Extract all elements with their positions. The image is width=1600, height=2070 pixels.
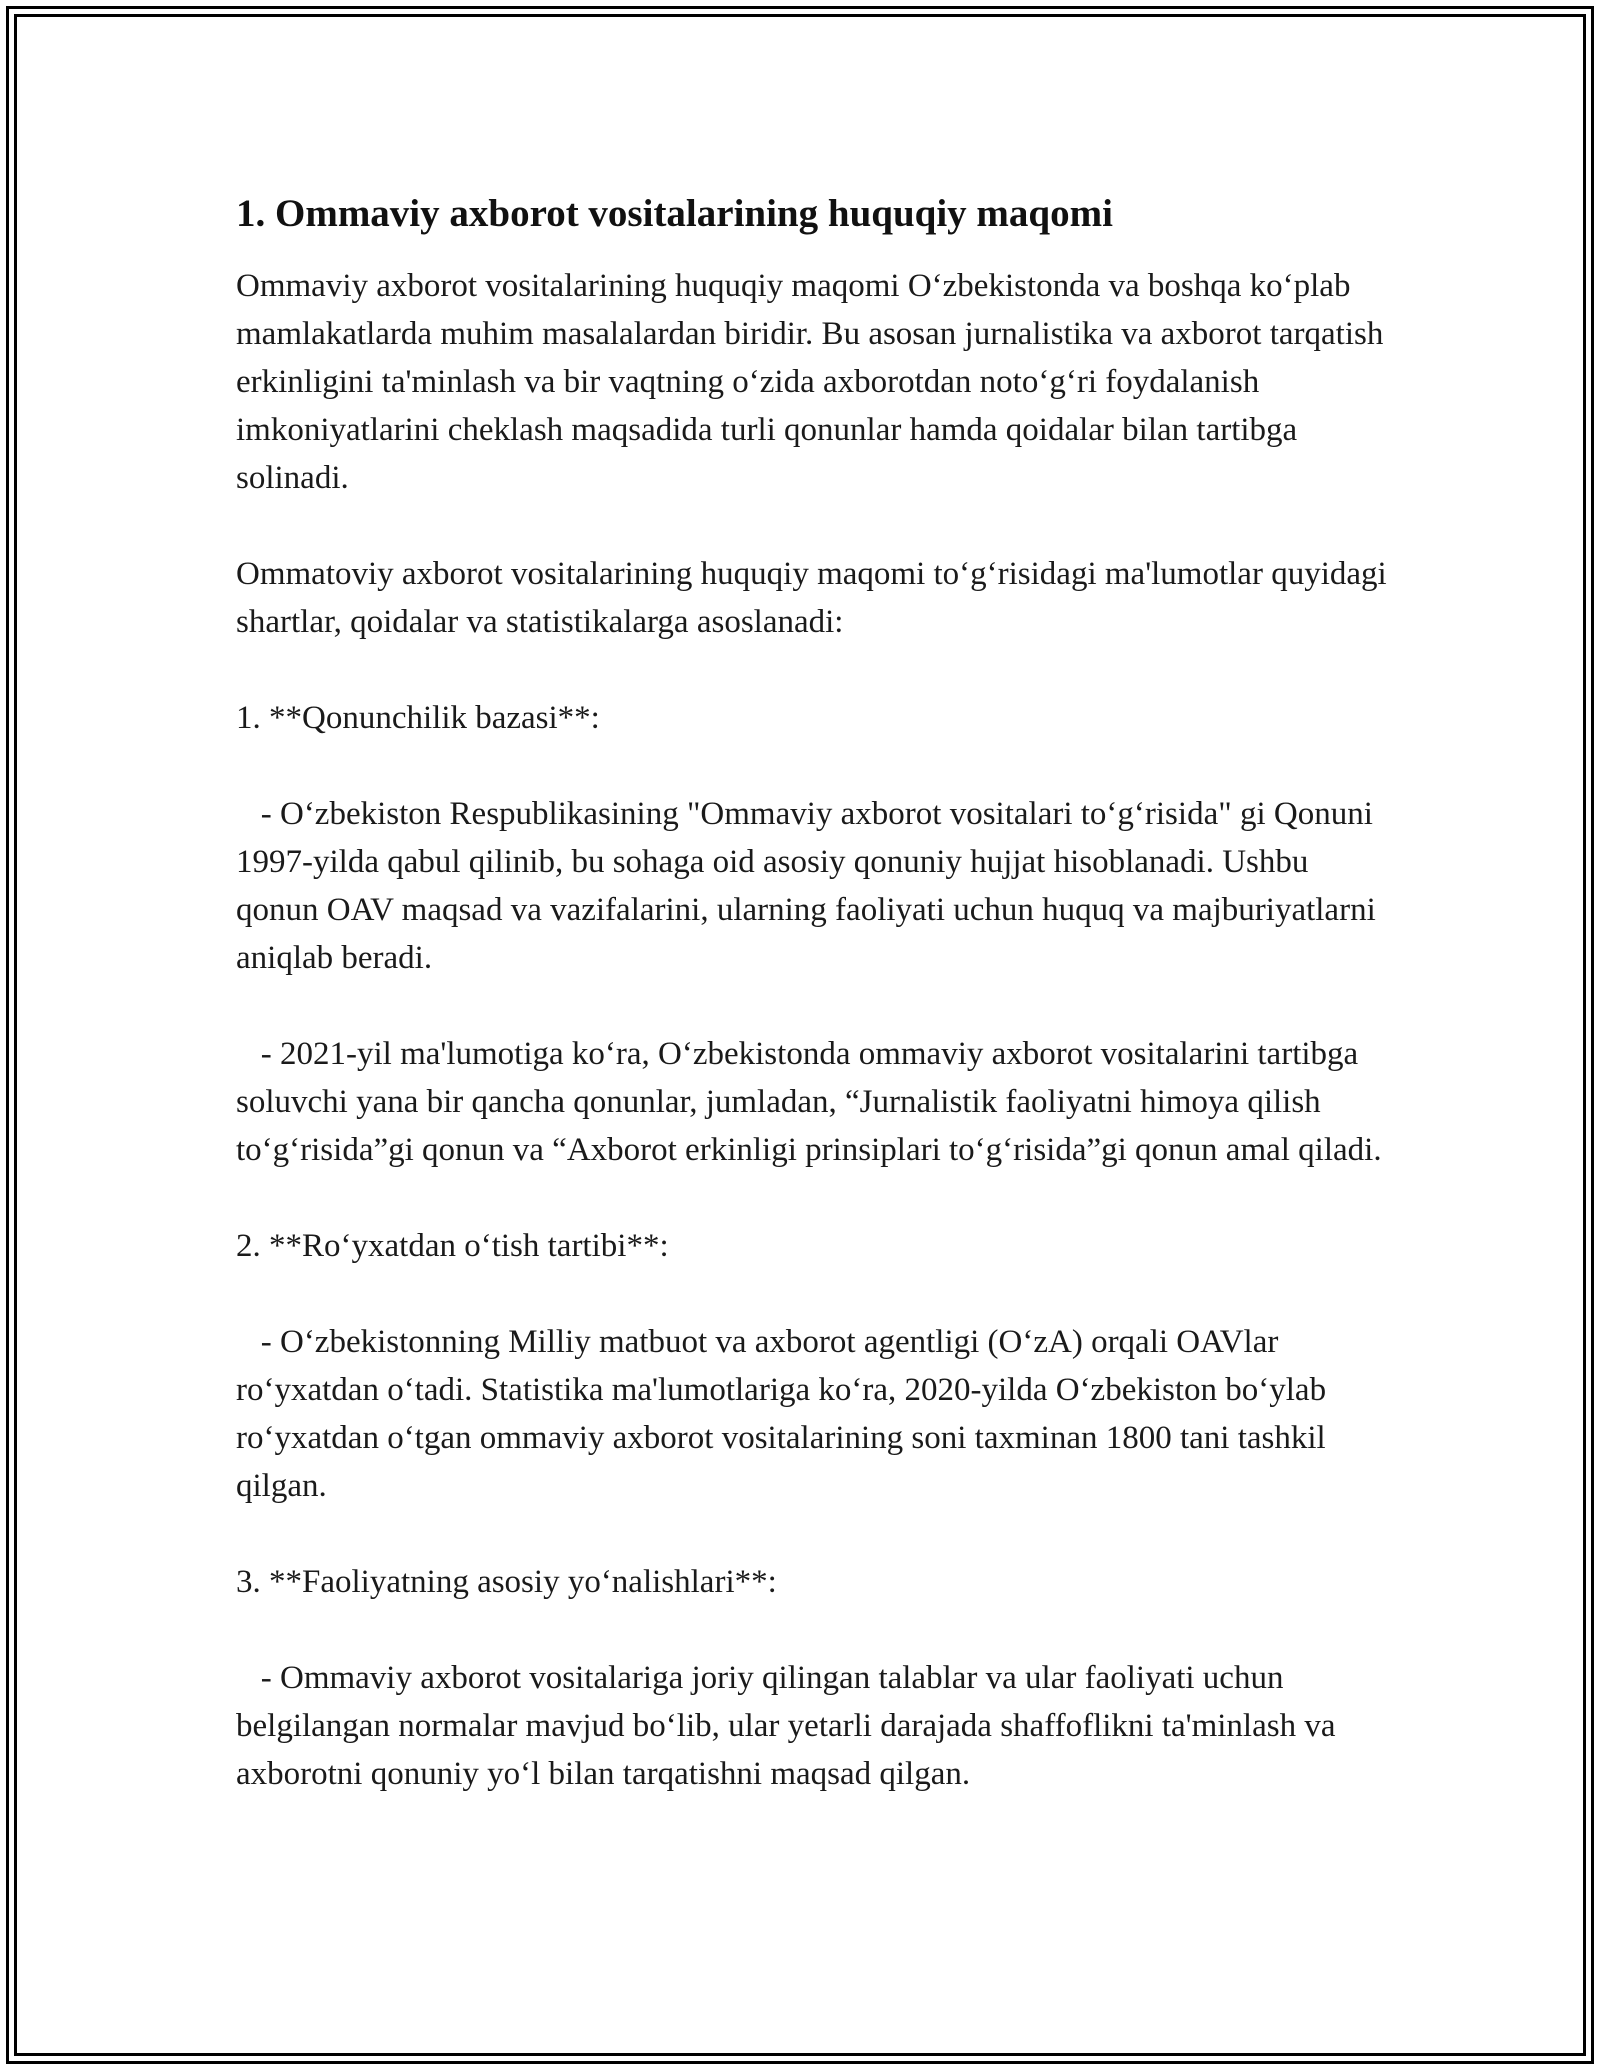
- list-item-activity: - Ommaviy axborot vositalariga joriy qilingan talablar va ular faoliyati uchun belgilangan normalar mavjud bo‘lib, ular yetarli darajada shaffoflikni ta'minlash va axborotni qonuniy yo‘l bilan tarqatishni maqsad qilgan.: [236, 1660, 1344, 1792]
- list-item-law-1997: - O‘zbekiston Respublikasining "Ommaviy axborot vositalari to‘g‘risida" gi Qonuni 1997-yilda qabul qilinib, bu sohaga oid asosiy qonuniy hujjat hisoblanadi. Ushbu qonun OAV maqsad va vazifalarini, ularning faoliyati uchun huquq va majburiyatlarni aniqlab beradi.: [236, 796, 1384, 976]
- list-heading-legal-basis: 1. **Qonunchilik bazasi**:: [236, 700, 600, 736]
- list-heading-registration: 2. **Ro‘yxatdan o‘tish tartibi**:: [236, 1228, 669, 1264]
- document-body: [236, 188, 1396, 1798]
- list-heading-activity: 3. **Faoliyatning asosiy yo‘nalishlari**:: [236, 1564, 777, 1600]
- list-item-registration: - O‘zbekistonning Milliy matbuot va axborot agentligi (O‘zA) orqali OAVlar ro‘yxatdan o‘tadi. Statistika ma'lumotlariga ko‘ra, 2020-yilda O‘zbekiston bo‘ylab ro‘yxatdan o‘tgan ommaviy axborot vositalarining soni taxminan 1800 tani tashkil qilgan.: [236, 1324, 1335, 1504]
- list-item-laws-2021: - 2021-yil ma'lumotiga ko‘ra, O‘zbekistonda ommaviy axborot vositalarini tartibga soluvchi yana bir qancha qonunlar, jumladan, “Jurnalistik faoliyatni himoya qilish to‘g‘risida”gi qonun va “Axborot erkinligi prinsiplari to‘g‘risida”gi qonun amal qiladi.: [236, 1036, 1382, 1168]
- lead-in-paragraph: Ommatoviy axborot vositalarining huquqiy maqomi to‘g‘risidagi ma'lumotlar quyidagi shartlar, qoidalar va statistikalarga asoslanadi:: [236, 556, 1395, 640]
- section-heading: 1. Ommaviy axborot vositalarining huquqiy maqomi: [236, 192, 1113, 235]
- intro-paragraph: Ommaviy axborot vositalarining huquqiy maqomi O‘zbekistonda va boshqa ko‘plab mamlakatlarda muhim masalalardan biridir. Bu asosan jurnalistika va axborot tarqatish erkinligini ta'minlash va bir vaqtning o‘zida axborotdan noto‘g‘ri foydalanish imkoniyatlarini cheklash maqsadida turli qonunlar hamda qoidalar bilan tartibga solinadi.: [236, 268, 1392, 496]
